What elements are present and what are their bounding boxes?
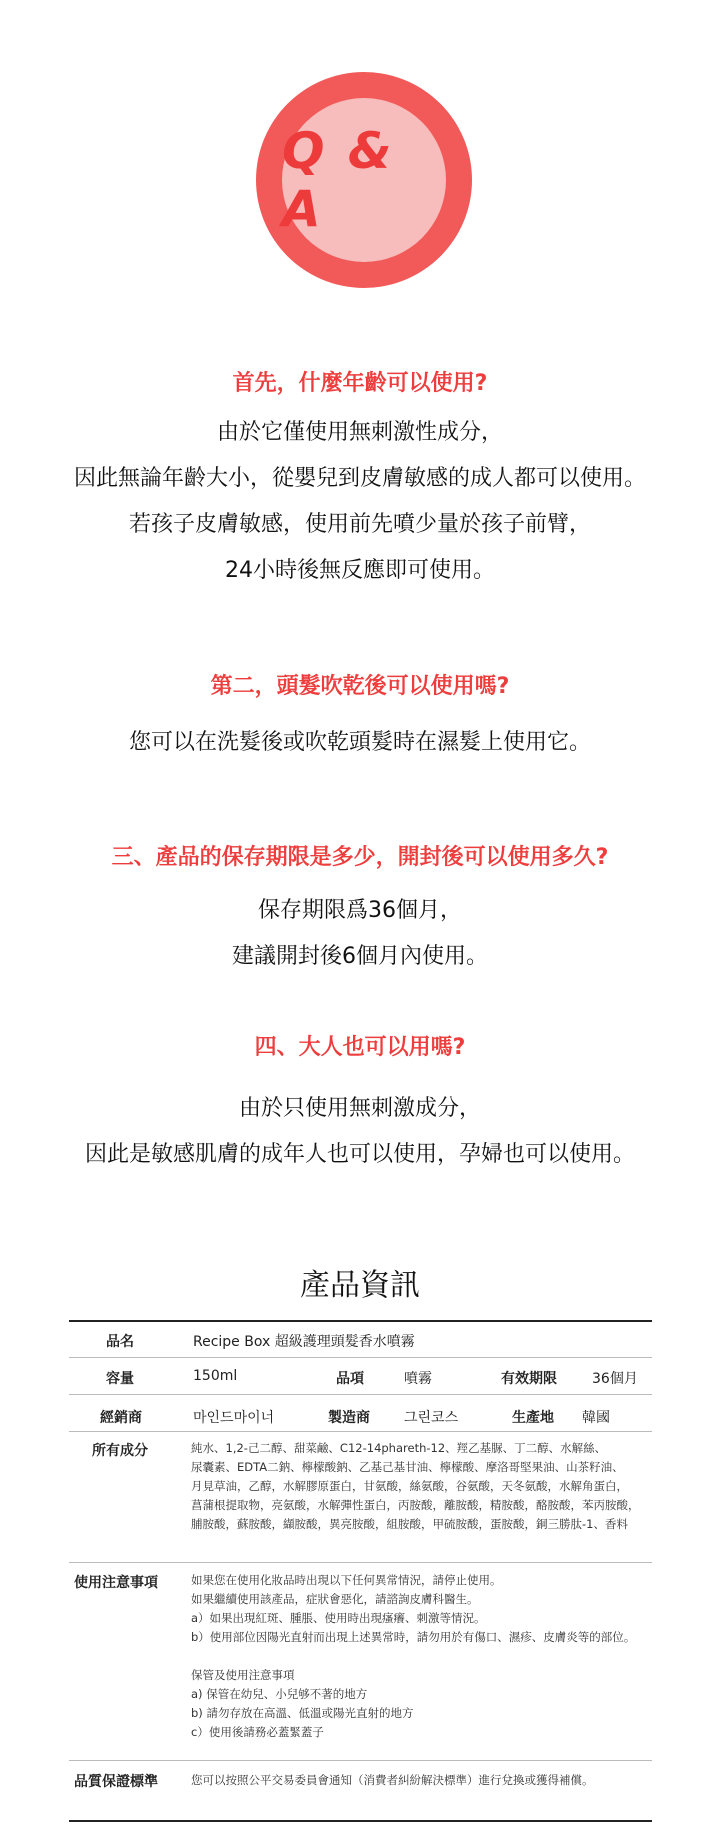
answer-2 bbox=[0, 720, 720, 766]
ingredients-label: 所有成分 bbox=[92, 1443, 148, 1459]
ingredients-line: 純水、1,2-己二醇、甜菜鹼、C12-14phareth-12、羥乙基脲、丁二醇、水解絲、 bbox=[191, 1441, 607, 1455]
storage-line: 保管及使用注意事項 bbox=[191, 1668, 295, 1682]
storage-line: b) 請勿存放在高溫、低溫或陽光直射的地方 bbox=[191, 1706, 414, 1720]
answer-3-line: 保存期限爲36個月， bbox=[258, 898, 462, 923]
caution-line: 如果繼續使用該產品，症狀會惡化，請諮詢皮膚科醫生。 bbox=[191, 1592, 479, 1606]
answer-1-line: 因此無論年齡大小，從嬰兒到皮膚敏感的成人都可以使用。 bbox=[73, 466, 646, 491]
ingredients-line: 菖蒲根提取物，亮氨酸，水解彈性蛋白，丙胺酸，離胺酸，精胺酸，酪胺酸，苯丙胺酸， bbox=[191, 1498, 640, 1512]
answer-2-line: 您可以在洗髮後或吹乾頭髮時在濕髮上使用它。 bbox=[128, 730, 591, 755]
answer-4-line: 由於只使用無刺激成分， bbox=[238, 1096, 481, 1121]
row-divider bbox=[69, 1562, 652, 1563]
caution-label: 使用注意事項 bbox=[74, 1575, 158, 1591]
caution-line: a）如果出現紅斑、腫脹、使用時出現瘙癢、刺激等情況。 bbox=[191, 1611, 486, 1625]
distributor-value: 마인드마이너 bbox=[193, 1410, 275, 1426]
question-1: 首先，什麼年齡可以使用? bbox=[232, 371, 488, 396]
table-bottom-rule bbox=[69, 1820, 652, 1822]
storage-line: a) 保管在幼兒、小兒够不著的地方 bbox=[191, 1687, 368, 1701]
volume-label: 容量 bbox=[106, 1371, 134, 1387]
manufacturer-label: 製造商 bbox=[328, 1410, 370, 1426]
distributor-label: 經銷商 bbox=[100, 1410, 142, 1426]
answer-1-line: 24小時後無反應即可使用。 bbox=[225, 558, 495, 583]
row-divider bbox=[69, 1760, 652, 1761]
caution-list bbox=[191, 1571, 711, 1742]
answer-4-line: 因此是敏感肌膚的成年人也可以使用，孕婦也可以使用。 bbox=[84, 1142, 635, 1167]
type-value: 噴霧 bbox=[404, 1371, 432, 1387]
question-2: 第二，頭髮吹乾後可以使用嗎? bbox=[210, 674, 510, 699]
caution-line: b）使用部位因陽光直射而出現上述異常時，請勿用於有傷口、濕疹、皮膚炎等的部位。 bbox=[191, 1630, 636, 1644]
badge-inner-circle bbox=[282, 98, 446, 262]
origin-value: 韓國 bbox=[582, 1410, 610, 1426]
name-label: 品名 bbox=[106, 1334, 134, 1350]
answer-4 bbox=[0, 1086, 720, 1178]
warranty-label: 品質保證標準 bbox=[74, 1774, 158, 1790]
question-3: 三、產品的保存期限是多少，開封後可以使用多久? bbox=[111, 845, 609, 870]
answer-3 bbox=[0, 888, 720, 980]
caution-line: 如果您在使用化妝品時出現以下任何異常情況，請停止使用。 bbox=[191, 1573, 502, 1587]
expiry-value: 36個月 bbox=[592, 1371, 638, 1387]
row-divider bbox=[69, 1357, 652, 1358]
type-label: 品項 bbox=[336, 1371, 364, 1387]
warranty-value: 您可以按照公平交易委員會通知（消費者糾紛解決標準）進行兌換或獲得補償。 bbox=[191, 1773, 594, 1787]
row-divider bbox=[69, 1394, 652, 1395]
qa-badge bbox=[250, 66, 478, 294]
ingredients-line: 尿囊素、EDTA二鈉、檸檬酸鈉、乙基己基甘油、檸檬酸、摩洛哥堅果油、山茶籽油、 bbox=[191, 1460, 624, 1474]
product-info-title: 產品資訊 bbox=[300, 1268, 420, 1303]
question-4: 四、大人也可以用嗎? bbox=[254, 1035, 466, 1060]
manufacturer-value: 그린코스 bbox=[404, 1410, 459, 1426]
ingredients-line: 月見草油，乙醇，水解膠原蛋白，甘氨酸，絲氨酸，谷氨酸，天冬氨酸，水解角蛋白， bbox=[191, 1479, 628, 1493]
answer-3-line: 建議開封後6個月內使用。 bbox=[232, 944, 488, 969]
row-divider bbox=[69, 1431, 652, 1432]
ingredients-list bbox=[191, 1439, 661, 1534]
volume-value: 150ml bbox=[193, 1368, 238, 1384]
expiry-label: 有效期限 bbox=[501, 1371, 557, 1387]
origin-label: 生產地 bbox=[512, 1410, 554, 1426]
name-value: Recipe Box 超級護理頭髮香水噴霧 bbox=[193, 1334, 415, 1350]
answer-1 bbox=[0, 410, 720, 594]
badge-text: Q & A bbox=[282, 122, 395, 238]
answer-1-line: 若孩子皮膚敏感，使用前先噴少量於孩子前臂， bbox=[128, 512, 591, 537]
table-top-rule bbox=[69, 1320, 652, 1322]
ingredients-line: 脯胺酸，蘇胺酸，纈胺酸，異亮胺酸，組胺酸，甲硫胺酸，蛋胺酸，銅三勝肽-1、香料 bbox=[191, 1517, 628, 1531]
storage-line: c）使用後請務必蓋緊蓋子 bbox=[191, 1725, 324, 1739]
answer-1-line: 由於它僅使用無刺激性成分， bbox=[216, 420, 503, 445]
